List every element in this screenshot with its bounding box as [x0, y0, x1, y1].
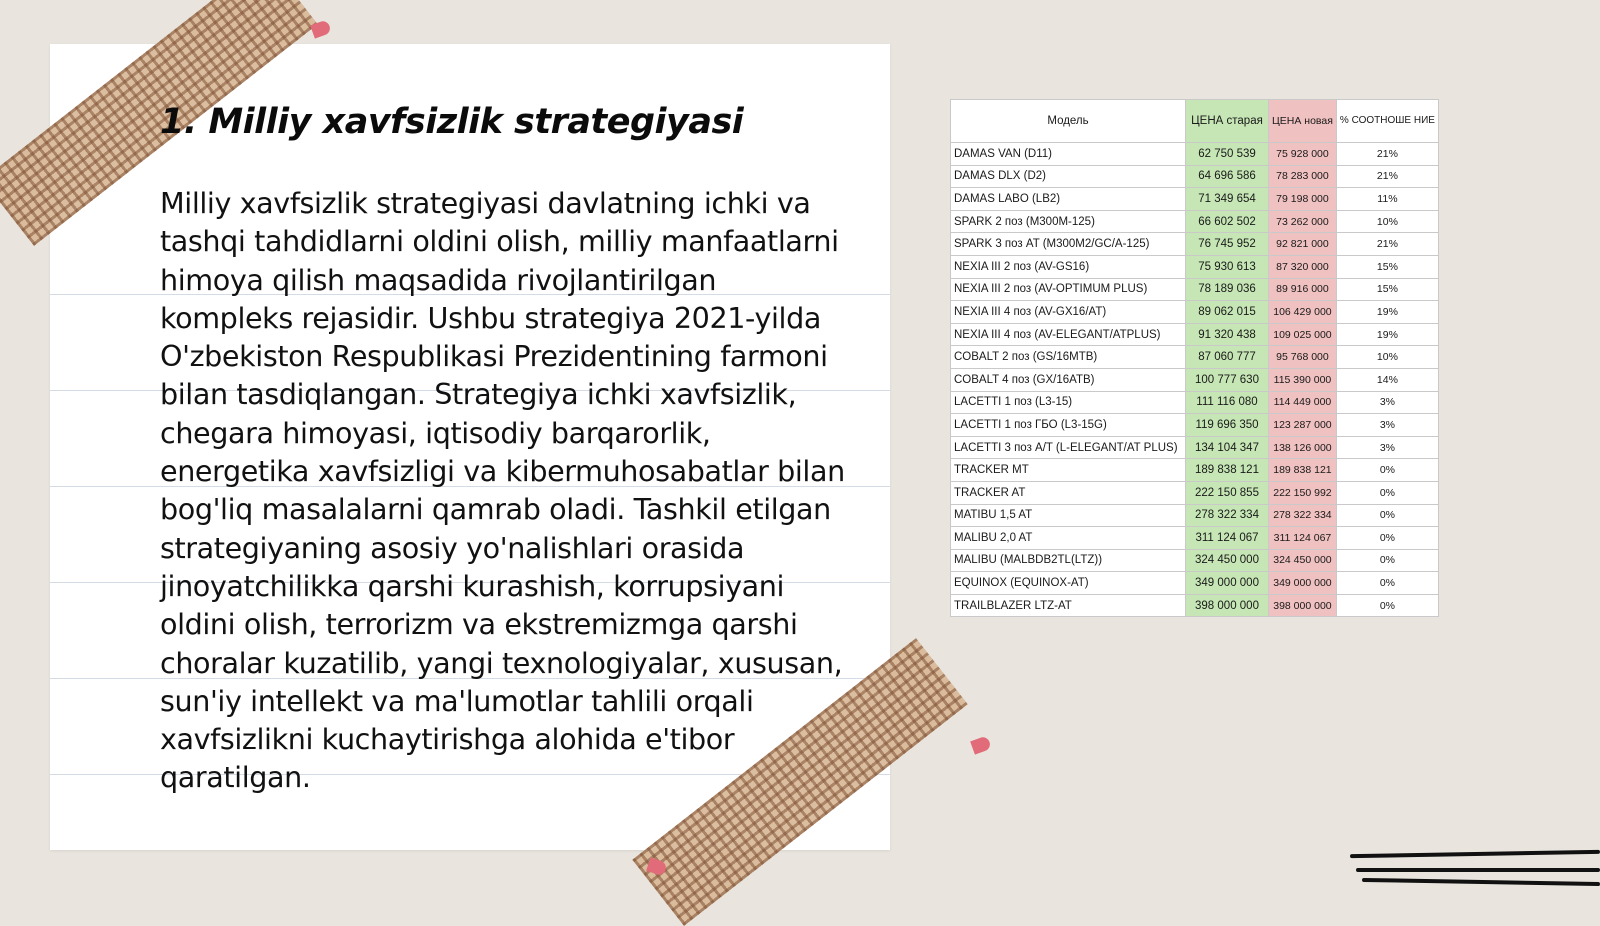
cell-ratio: 0% — [1336, 504, 1438, 527]
table-row — [951, 527, 1439, 550]
cell-ratio: 14% — [1336, 368, 1438, 391]
cell-ratio: 10% — [1336, 210, 1438, 233]
cell-old-price: 76 745 952 — [1186, 233, 1269, 256]
cell-old-price: 311 124 067 — [1186, 527, 1269, 550]
cell-new-price: 92 821 000 — [1269, 233, 1337, 256]
header-model: Модель — [951, 100, 1186, 143]
cell-old-price: 89 062 015 — [1186, 301, 1269, 324]
table-row — [951, 165, 1439, 188]
cell-model: COBALT 2 поз (GS/16MTB) — [951, 346, 1186, 369]
cell-model: MALIBU (MALBDB2TL(LTZ)) — [951, 549, 1186, 572]
cell-old-price: 100 777 630 — [1186, 368, 1269, 391]
table-row — [951, 210, 1439, 233]
cell-ratio: 15% — [1336, 278, 1438, 301]
cell-old-price: 349 000 000 — [1186, 572, 1269, 595]
cell-old-price: 91 320 438 — [1186, 323, 1269, 346]
header-ratio: % СООТНОШЕ НИЕ — [1336, 100, 1438, 143]
cell-model: LACETTI 1 поз ГБО (L3-15G) — [951, 414, 1186, 437]
tape-tab-icon — [970, 735, 992, 754]
table-row — [951, 255, 1439, 278]
cell-model: LACETTI 1 поз (L3-15) — [951, 391, 1186, 414]
table-row — [951, 391, 1439, 414]
cell-new-price: 349 000 000 — [1269, 572, 1337, 595]
cell-old-price: 75 930 613 — [1186, 255, 1269, 278]
table-row — [951, 504, 1439, 527]
cell-ratio: 0% — [1336, 481, 1438, 504]
cell-old-price: 66 602 502 — [1186, 210, 1269, 233]
cell-ratio: 11% — [1336, 188, 1438, 211]
cell-new-price: 324 450 000 — [1269, 549, 1337, 572]
cell-old-price: 278 322 334 — [1186, 504, 1269, 527]
cell-model: NEXIA III 4 поз (AV-ELEGANT/ATPLUS) — [951, 323, 1186, 346]
slide-paragraph: Milliy xavfsizlik strategiyasi davlatning ichki va tashqi tahdidlarni oldini olish, milliy manfaatlarni himoya qilish maqsadida rivojlantirilgan kompleks rejasidir. Ushbu strategiya 2021-yilda O'zbekiston Respublikasi Prezidentining farmoni bilan tasdiqlangan. Strategiya ichki xavfsizlik, chegara himoyasi, iqtisodiy barqarorlik, energetika xavfsizligi va kibermuhosabatlar bilan bog'liq masalalarni qamrab oladi. Tashkil etilgan strategiyaning asosiy yo'nalishlari orasida jinoyatchilikka qarshi kurashish, korrupsiyani oldini olish, terrorizm va ekstremizmga qarshi choralar kuzatilib, yangi texnologiyalar, xususan, sun'iy intellekt va ma'lumotlar tahlili orqali xavfsizlikni kuchaytirishga alohida e'tibor qaratilgan. — [160, 186, 845, 795]
table-row — [951, 481, 1439, 504]
price-table-image — [950, 99, 1439, 617]
cell-ratio: 0% — [1336, 549, 1438, 572]
cell-ratio: 3% — [1336, 436, 1438, 459]
cell-ratio: 15% — [1336, 255, 1438, 278]
cell-ratio: 21% — [1336, 143, 1438, 166]
cell-model: NEXIA III 2 поз (AV-OPTIMUM PLUS) — [951, 278, 1186, 301]
cell-new-price: 75 928 000 — [1269, 143, 1337, 166]
cell-model: MALIBU 2,0 AT — [951, 527, 1186, 550]
cell-new-price: 398 000 000 — [1269, 594, 1337, 617]
table-row — [951, 301, 1439, 324]
cell-new-price: 89 916 000 — [1269, 278, 1337, 301]
table-row — [951, 233, 1439, 256]
cell-old-price: 324 450 000 — [1186, 549, 1269, 572]
cell-model: DAMAS VAN (D11) — [951, 143, 1186, 166]
cell-model: SPARK 3 поз AT (M300M2/GC/A-125) — [951, 233, 1186, 256]
brush-stroke — [1362, 878, 1600, 886]
cell-new-price: 189 838 121 — [1269, 459, 1337, 482]
cell-old-price: 119 696 350 — [1186, 414, 1269, 437]
table-row — [951, 278, 1439, 301]
brush-stroke — [1350, 850, 1600, 858]
cell-old-price: 398 000 000 — [1186, 594, 1269, 617]
cell-old-price: 78 189 036 — [1186, 278, 1269, 301]
cell-new-price: 95 768 000 — [1269, 346, 1337, 369]
cell-model: COBALT 4 поз (GX/16ATB) — [951, 368, 1186, 391]
table-row — [951, 188, 1439, 211]
cell-ratio: 10% — [1336, 346, 1438, 369]
cell-new-price: 115 390 000 — [1269, 368, 1337, 391]
cell-new-price: 73 262 000 — [1269, 210, 1337, 233]
table-row — [951, 594, 1439, 617]
cell-model: DAMAS LABO (LB2) — [951, 188, 1186, 211]
table-row — [951, 572, 1439, 595]
cell-new-price: 78 283 000 — [1269, 165, 1337, 188]
table-row — [951, 323, 1439, 346]
cell-ratio: 19% — [1336, 323, 1438, 346]
cell-model: EQUINOX (EQUINOX-AT) — [951, 572, 1186, 595]
cell-ratio: 3% — [1336, 414, 1438, 437]
cell-model: TRAILBLAZER LTZ-AT — [951, 594, 1186, 617]
cell-new-price: 79 198 000 — [1269, 188, 1337, 211]
cell-new-price: 222 150 992 — [1269, 481, 1337, 504]
cell-old-price: 111 116 080 — [1186, 391, 1269, 414]
cell-old-price: 64 696 586 — [1186, 165, 1269, 188]
cell-ratio: 0% — [1336, 594, 1438, 617]
table-row — [951, 436, 1439, 459]
cell-ratio: 3% — [1336, 391, 1438, 414]
table-row — [951, 346, 1439, 369]
cell-model: TRACKER AT — [951, 481, 1186, 504]
cell-model: LACETTI 3 поз A/T (L-ELEGANT/AT PLUS) — [951, 436, 1186, 459]
cell-ratio: 0% — [1336, 572, 1438, 595]
cell-model: TRACKER MT — [951, 459, 1186, 482]
cell-model: SPARK 2 поз (M300M-125) — [951, 210, 1186, 233]
cell-old-price: 71 349 654 — [1186, 188, 1269, 211]
cell-old-price: 134 104 347 — [1186, 436, 1269, 459]
cell-old-price: 222 150 855 — [1186, 481, 1269, 504]
header-old-price: ЦЕНА старая — [1186, 100, 1269, 143]
table-row — [951, 414, 1439, 437]
cell-model: MATIBU 1,5 AT — [951, 504, 1186, 527]
cell-new-price: 278 322 334 — [1269, 504, 1337, 527]
slide-title: 1. Milliy xavfsizlik strategiyasi — [160, 102, 744, 142]
cell-new-price: 106 429 000 — [1269, 301, 1337, 324]
table-header-row — [951, 100, 1439, 143]
cell-new-price: 109 025 000 — [1269, 323, 1337, 346]
brush-stroke — [1356, 868, 1600, 872]
cell-ratio: 0% — [1336, 459, 1438, 482]
table-row — [951, 459, 1439, 482]
cell-new-price: 114 449 000 — [1269, 391, 1337, 414]
cell-old-price: 62 750 539 — [1186, 143, 1269, 166]
table-body — [951, 143, 1439, 617]
cell-new-price: 311 124 067 — [1269, 527, 1337, 550]
cell-new-price: 138 126 000 — [1269, 436, 1337, 459]
header-new-price: ЦЕНА новая — [1269, 100, 1337, 143]
cell-new-price: 87 320 000 — [1269, 255, 1337, 278]
cell-model: NEXIA III 4 поз (AV-GX16/AT) — [951, 301, 1186, 324]
cell-new-price: 123 287 000 — [1269, 414, 1337, 437]
cell-ratio: 19% — [1336, 301, 1438, 324]
cell-ratio: 21% — [1336, 233, 1438, 256]
price-table — [950, 99, 1439, 617]
cell-model: NEXIA III 2 поз (AV-GS16) — [951, 255, 1186, 278]
table-row — [951, 143, 1439, 166]
cell-model: DAMAS DLX (D2) — [951, 165, 1186, 188]
cell-old-price: 189 838 121 — [1186, 459, 1269, 482]
table-row — [951, 368, 1439, 391]
cell-ratio: 21% — [1336, 165, 1438, 188]
cell-ratio: 0% — [1336, 527, 1438, 550]
table-row — [951, 549, 1439, 572]
cell-old-price: 87 060 777 — [1186, 346, 1269, 369]
